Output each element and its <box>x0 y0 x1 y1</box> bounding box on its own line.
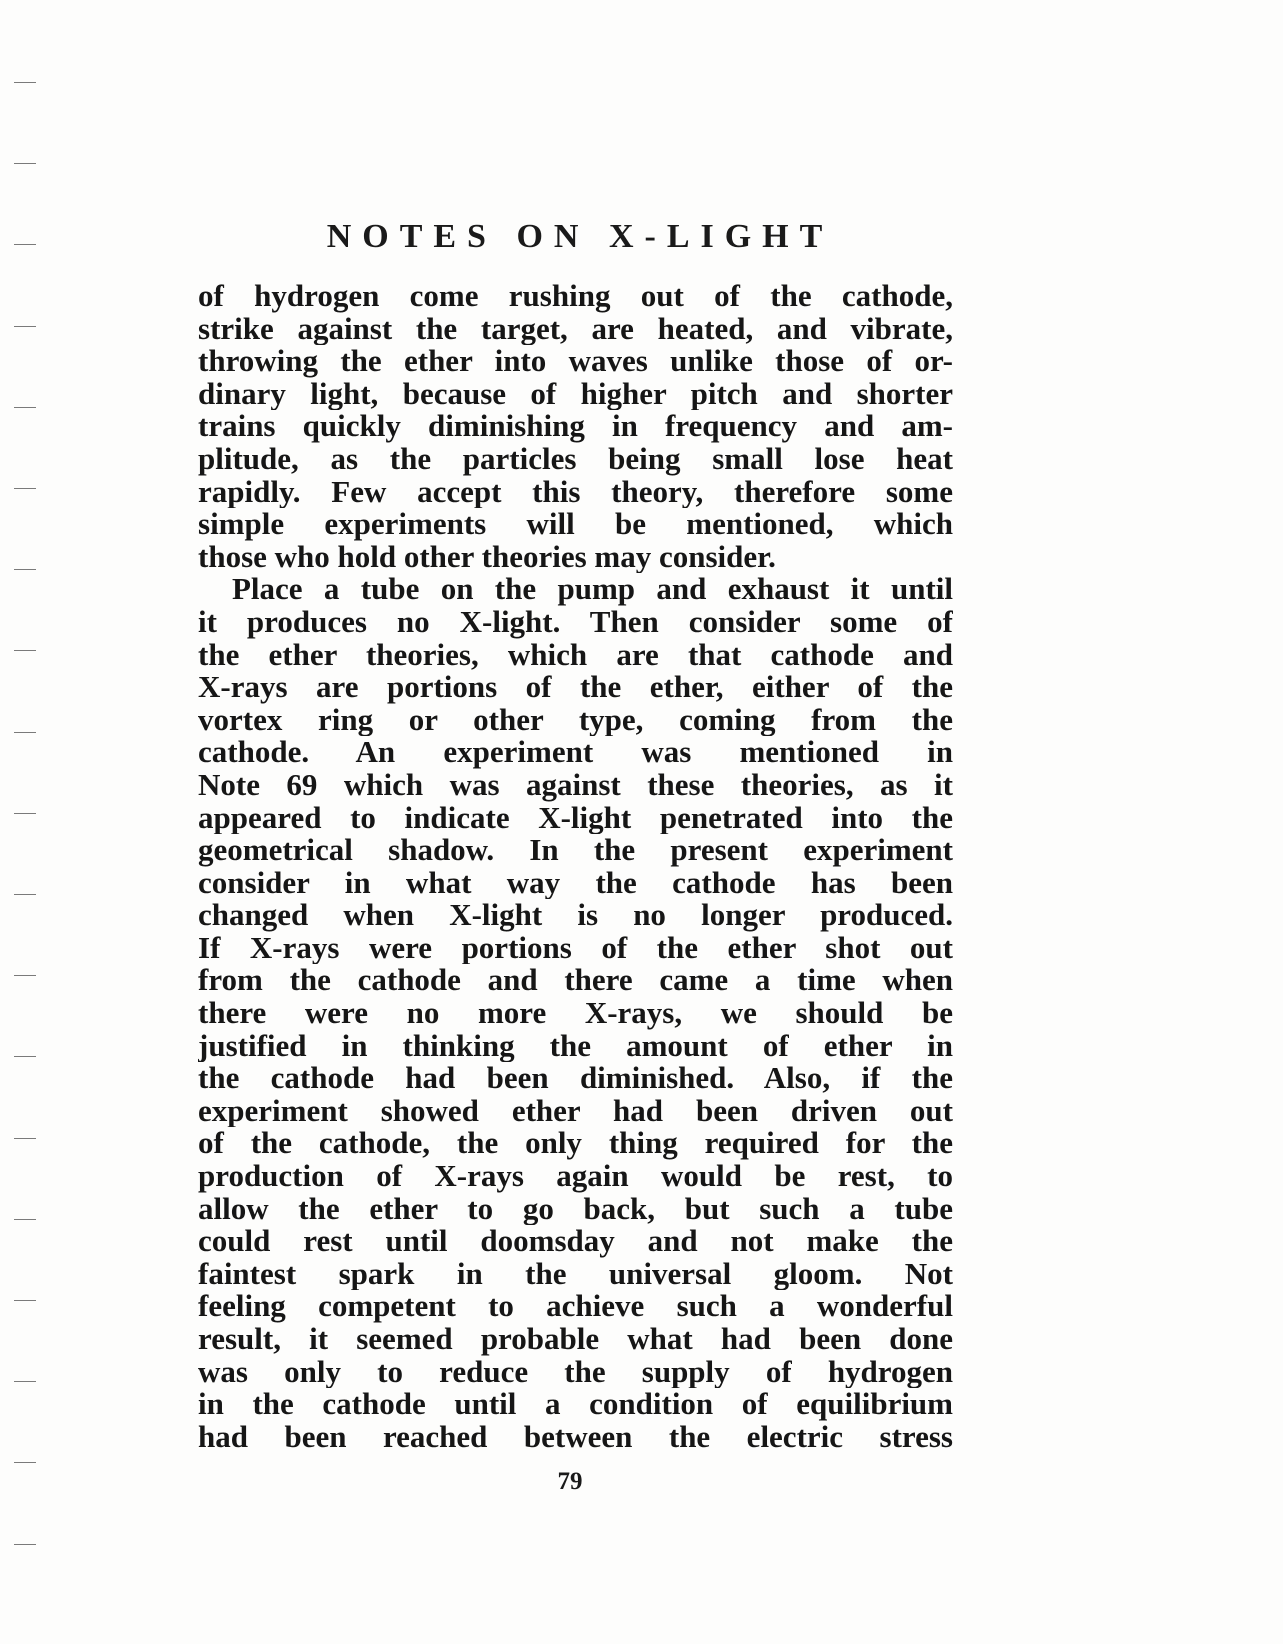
text-line: justified in thinking the amount of ether in <box>198 1029 953 1063</box>
page-number: 79 <box>557 1468 583 1495</box>
text-line: dinary light, because of higher pitch and shorter <box>198 377 953 411</box>
text-line: result, it seemed probable what had been done <box>198 1323 953 1356</box>
margin-mark <box>14 975 36 976</box>
text-line: allow the ether to go back, but such a tube <box>198 1192 953 1226</box>
text-line: X-rays are portions of the ether, either of the <box>198 671 953 704</box>
margin-mark <box>14 326 36 327</box>
margin-mark <box>14 732 36 733</box>
margin-mark <box>14 813 36 814</box>
text-line: vortex ring or other type, coming from the <box>198 703 953 737</box>
margin-mark <box>14 163 36 164</box>
binding-margin-marks <box>10 0 40 1644</box>
text-line: cathode. An experiment was mentioned in <box>198 736 953 769</box>
text-line: was only to reduce the supply of hydrogen <box>198 1355 953 1389</box>
text-line: If X-rays were portions of the ether shot out <box>198 931 953 965</box>
text-line: had been reached between the electric stress <box>198 1420 953 1454</box>
text-line: rapidly. Few accept this theory, therefore some <box>198 475 953 509</box>
text-line: faintest spark in the universal gloom. Not <box>198 1257 953 1291</box>
margin-mark <box>14 1300 36 1301</box>
text-line: there were no more X-rays, we should be <box>198 997 953 1030</box>
text-line: feeling competent to achieve such a wonderful <box>198 1290 953 1323</box>
margin-mark <box>14 894 36 895</box>
text-line: production of X-rays again would be rest, to <box>198 1160 953 1193</box>
text-line: throwing the ether into waves unlike those of or- <box>198 345 953 378</box>
margin-mark <box>14 650 36 651</box>
text-line: changed when X-light is no longer produced. <box>198 899 953 932</box>
margin-mark <box>14 1462 36 1463</box>
margin-mark <box>14 1138 36 1139</box>
margin-mark <box>14 1056 36 1057</box>
text-line: the cathode had been diminished. Also, if the <box>198 1062 953 1095</box>
text-line: strike against the target, are heated, and vibrate, <box>198 312 953 346</box>
text-line: Note 69 which was against these theories, as it <box>198 768 953 802</box>
text-line: it produces no X-light. Then consider some of <box>198 605 953 639</box>
text-line: geometrical shadow. In the present experiment <box>198 834 953 867</box>
margin-mark <box>14 407 36 408</box>
text-line: appeared to indicate X-light penetrated into the <box>198 801 953 835</box>
margin-mark <box>14 1219 36 1220</box>
margin-mark <box>14 1381 36 1382</box>
text-line: consider in what way the cathode has been <box>198 866 953 900</box>
text-line: simple experiments will be mentioned, which <box>198 508 953 541</box>
text-line: experiment showed ether had been driven out <box>198 1094 953 1128</box>
running-head: NOTES ON X-LIGHT <box>326 218 834 255</box>
margin-mark <box>14 244 36 245</box>
text-line: in the cathode until a condition of equilibrium <box>198 1388 953 1421</box>
text-line: trains quickly diminishing in frequency and am- <box>198 410 953 443</box>
text-line: those who hold other theories may consider. <box>198 540 776 574</box>
body-text <box>198 280 953 1453</box>
text-line: the ether theories, which are that cathode and <box>198 638 953 672</box>
text-line: of the cathode, the only thing required for the <box>198 1127 953 1161</box>
margin-mark <box>14 488 36 489</box>
margin-mark <box>14 1544 36 1545</box>
text-line: plitude, as the particles being small lose heat <box>198 442 953 476</box>
text-line: Place a tube on the pump and exhaust it until <box>232 573 953 606</box>
text-line: from the cathode and there came a time when <box>198 964 953 998</box>
text-line: could rest until doomsday and not make the <box>198 1225 953 1258</box>
margin-mark <box>14 82 36 83</box>
text-line: of hydrogen come rushing out of the cathode, <box>198 280 953 313</box>
margin-mark <box>14 569 36 570</box>
